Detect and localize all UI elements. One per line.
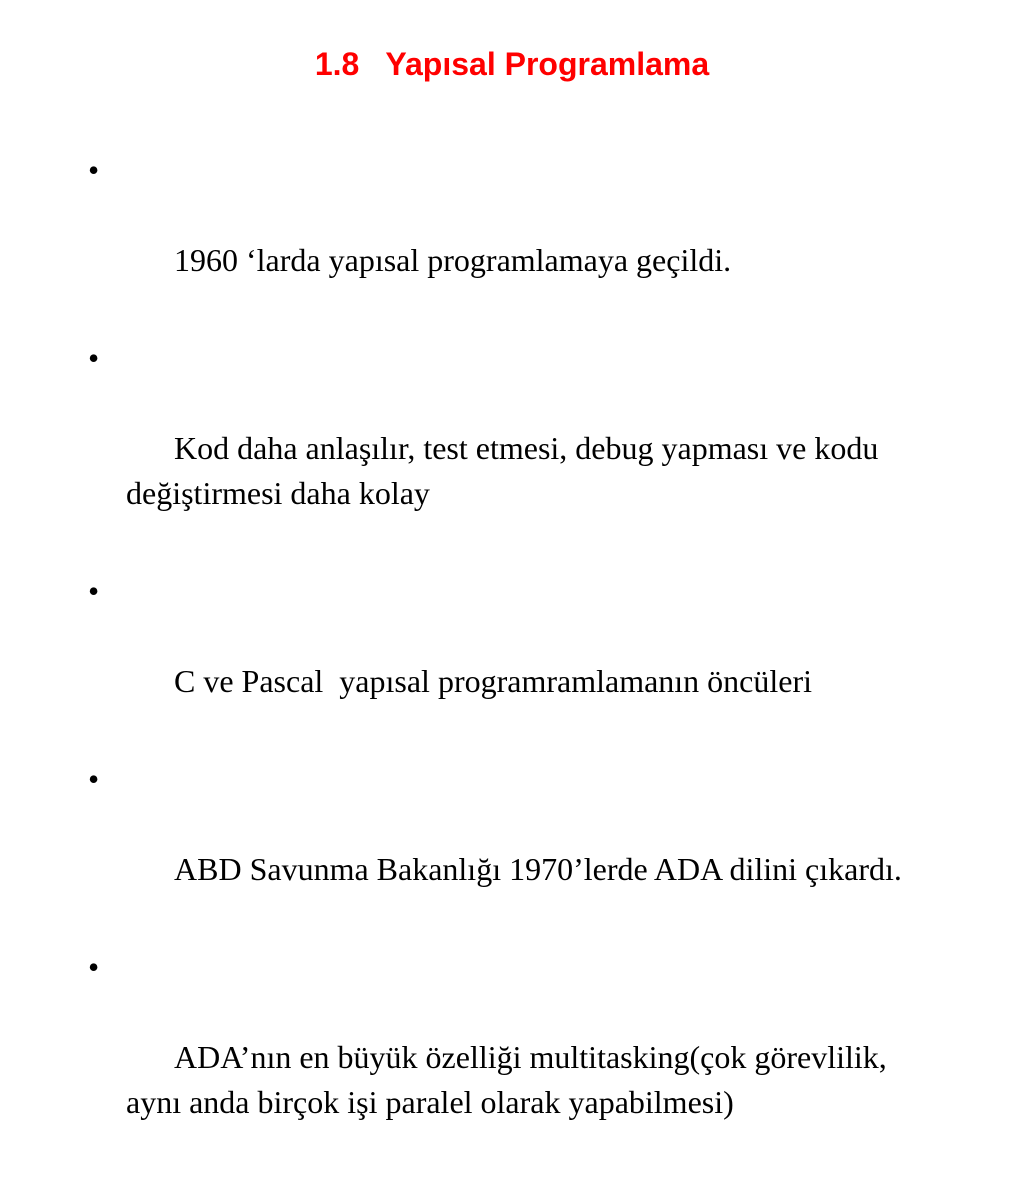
bullet-text: C ve Pascal yapısal programramlamanın öncüleri bbox=[174, 663, 813, 699]
bullet-dot-icon: • bbox=[88, 340, 100, 376]
bullet-text: ABD Savunma Bakanlığı 1970’lerde ADA dilini çıkardı. bbox=[174, 851, 902, 887]
slide-title: 1.8 Yapısal Programlama bbox=[314, 46, 710, 82]
bullet-item bbox=[88, 148, 948, 328]
bullet-dot-icon: • bbox=[88, 761, 100, 797]
bullet-text: 1960 ‘larda yapısal programlamaya geçildi. bbox=[174, 242, 732, 278]
bullet-item bbox=[88, 945, 948, 1170]
bullet-dot-icon: • bbox=[88, 949, 100, 985]
bullet-list bbox=[88, 148, 948, 1178]
bullet-item bbox=[88, 569, 948, 749]
bullet-dot-icon: • bbox=[88, 152, 100, 188]
bullet-text: Kod daha anlaşılır, test etmesi, debug yapması ve kodu değiştirmesi daha kolay bbox=[126, 430, 887, 511]
bullet-dot-icon: • bbox=[88, 573, 100, 609]
bullet-item bbox=[88, 757, 948, 937]
bullet-text: ADA’nın en büyük özelliği multitasking(çok görevlilik, aynı anda birçok işi paralel olarak yapabilmesi) bbox=[126, 1039, 895, 1120]
bullet-item bbox=[88, 336, 948, 561]
